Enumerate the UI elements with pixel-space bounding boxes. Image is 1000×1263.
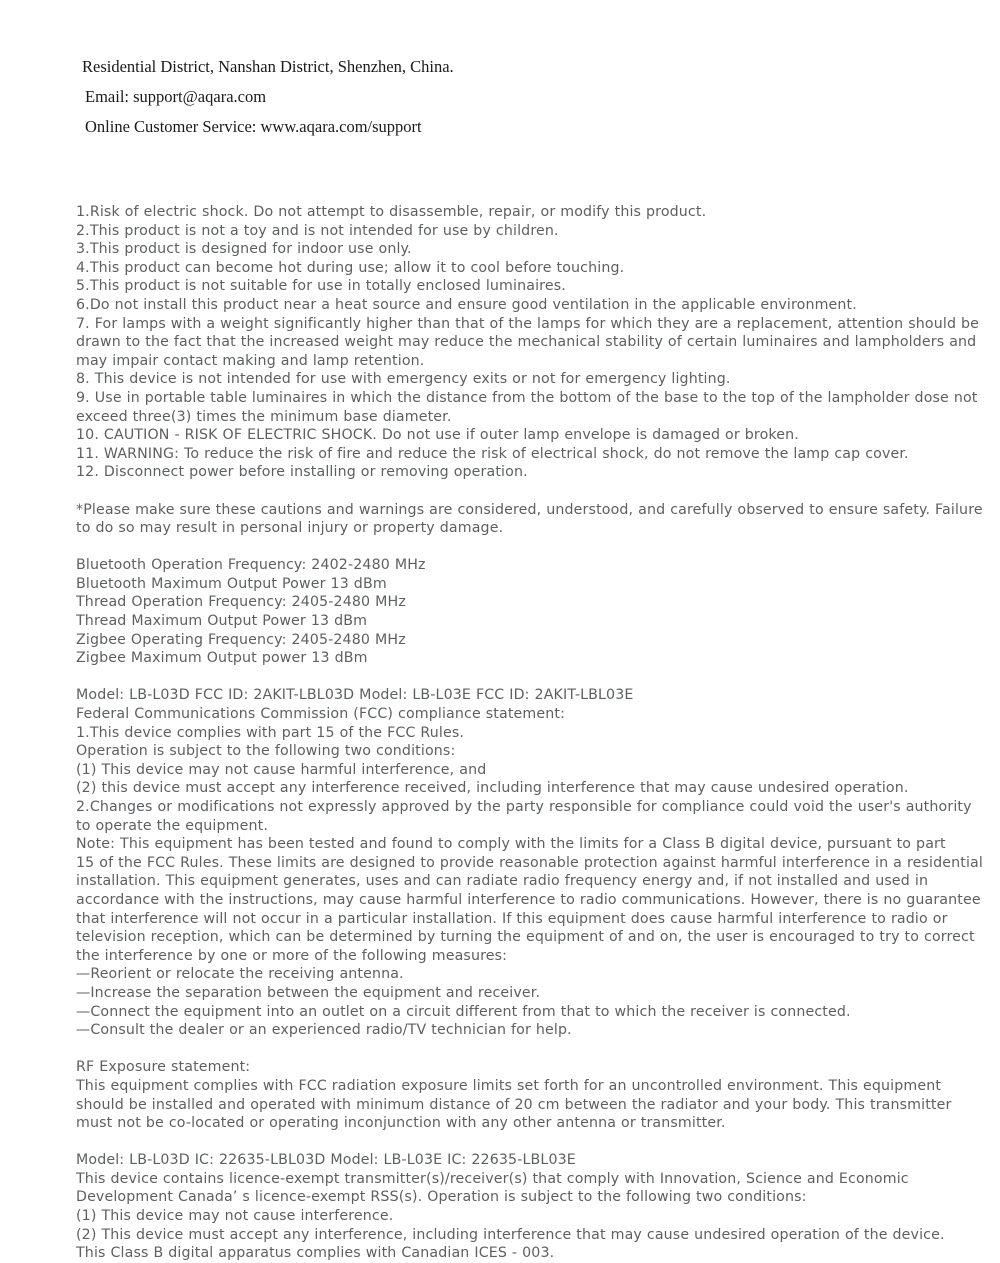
fcc-model-id-line: Model: LB-L03D FCC ID: 2AKIT-LBL03D Model: LB-L03E FCC ID: 2AKIT-LBL03E: [76, 687, 634, 704]
spec-zigbee-frequency: Zigbee Operating Frequency: 2405-2480 MHz: [76, 631, 406, 648]
fcc-item-1: 1.This device complies with part 15 of the FCC Rules.: [76, 724, 465, 741]
spacer: [76, 1133, 988, 1152]
safety-item-10: 10. CAUTION - RISK OF ELECTRIC SHOCK. Do not use if outer lamp envelope is damaged or broken.: [76, 427, 799, 444]
rf-exposure-body: This equipment complies with FCC radiation exposure limits set forth for an uncontrolled environment. This equipment should be installed and operated with minimum distance of 20 cm between the radiator and your body. This transmitter must not be co-located or operating inconjunction with any other antenna or transmitter.: [76, 1077, 952, 1132]
safety-item-4: 4.This product can become hot during use; allow it to cool before touching.: [76, 259, 625, 276]
fcc-note-part-2: 15 of the FCC Rules. These limits are designed to provide reasonable protection against harmful interference in a residential installation. This equipment generates, uses and can radiate radio frequency energy and, if not installed and used in accordance with the instructions, may cause harmful interference to radio communications. However, there is no guarantee that interference will not occur in a particular installation. If this equipment does cause harmful interference to radio or television reception, which can be determined by turning the equipment of and on, the user is encouraged to try to correct the interference by one or more of the following measures:: [76, 854, 983, 964]
spacer: [76, 1040, 988, 1059]
ic-ices-statement: This Class B digital apparatus complies with Canadian ICES - 003.: [76, 1245, 555, 1262]
fcc-measure-4: —Consult the dealer or an experienced radio/TV technician for help.: [76, 1022, 572, 1039]
safety-item-12: 12. Disconnect power before installing or removing operation.: [76, 464, 528, 481]
safety-item-7: 7. For lamps with a weight significantly higher than that of the lamps for which they are a replacement, attention should be drawn to the fact that the increased weight may reduce the mechanical stability of certain luminaires and lampholders and may impair contact making and lamp retention.: [76, 315, 980, 369]
fcc-item-2: 2.Changes or modifications not expressly approved by the party responsible for compliance could void the user's authority to operate the equipment.: [76, 799, 972, 834]
safety-item-1: 1.Risk of electric shock. Do not attempt to disassemble, repair, or modify this product.: [76, 204, 707, 220]
spec-thread-power: Thread Maximum Output Power 13 dBm: [76, 613, 368, 630]
spec-thread-frequency: Thread Operation Frequency: 2405-2480 MHz: [76, 594, 406, 611]
fcc-note-part-1: Note: This equipment has been tested and found to comply with the limits for a Class B digital device, pursuant to part: [76, 836, 946, 853]
safety-item-8: 8. This device is not intended for use with emergency exits or not for emergency lighting.: [76, 371, 731, 388]
rf-exposure-heading: RF Exposure statement:: [76, 1059, 251, 1076]
safety-item-5: 5.This product is not suitable for use in totally enclosed luminaires.: [76, 278, 566, 295]
support-website: Online Customer Service: www.aqara.com/support: [85, 117, 422, 136]
contact-header: [82, 52, 962, 142]
fcc-measure-2: —Increase the separation between the equipment and receiver.: [76, 984, 541, 1001]
support-email: Email: support@aqara.com: [85, 87, 267, 106]
fcc-measure-3: —Connect the equipment into an outlet on a circuit different from that to which the receiver is connected.: [76, 1003, 851, 1020]
company-address: Residential District, Nanshan District, Shenzhen, China.: [82, 57, 454, 76]
fcc-heading: Federal Communications Commission (FCC) compliance statement:: [76, 706, 565, 723]
ic-model-id-line: Model: LB-L03D IC: 22635-LBL03D Model: LB-L03E IC: 22635-LBL03E: [76, 1152, 576, 1169]
spec-zigbee-power: Zigbee Maximum Output power 13 dBm: [76, 650, 368, 667]
spec-bluetooth-power: Bluetooth Maximum Output Power 13 dBm: [76, 575, 387, 592]
spacer: [76, 668, 988, 687]
fcc-conditions-intro: Operation is subject to the following two conditions:: [76, 743, 456, 760]
safety-item-6: 6.Do not install this product near a heat source and ensure good ventilation in the applicable environment.: [76, 296, 857, 313]
safety-item-3: 3.This product is designed for indoor use only.: [76, 241, 412, 258]
ic-condition-1: (1) This device may not cause interference.: [76, 1208, 394, 1225]
ic-condition-2: (2) This device must accept any interference, including interference that may cause undesired operation of the device.: [76, 1226, 945, 1243]
fcc-condition-2: (2) this device must accept any interference received, including interference that may cause undesired operation.: [76, 780, 909, 797]
ic-body: This device contains licence-exempt transmitter(s)/receiver(s) that comply with Innovation, Science and Economic Development Canada’ s licence-exempt RSS(s). Operation is subject to the following two conditions:: [76, 1170, 909, 1206]
safety-note: *Please make sure these cautions and warnings are considered, understood, and carefully observed to ensure safety. Failure to do so may result in personal injury or property damage.: [76, 501, 983, 537]
safety-item-9: 9. Use in portable table luminaires in which the distance from the bottom of the base to the top of the lampholder dose not exceed three(3) times the minimum base diameter.: [76, 389, 978, 425]
spacer: [76, 538, 988, 557]
fcc-condition-1: (1) This device may not cause harmful interference, and: [76, 761, 487, 778]
safety-item-11: 11. WARNING: To reduce the risk of fire and reduce the risk of electrical shock, do not remove the lamp cap cover.: [76, 445, 909, 462]
fcc-measure-1: —Reorient or relocate the receiving antenna.: [76, 966, 404, 983]
spec-bluetooth-frequency: Bluetooth Operation Frequency: 2402-2480 MHz: [76, 557, 426, 574]
document-body: [76, 203, 988, 1263]
spacer: [76, 482, 988, 501]
safety-item-2: 2.This product is not a toy and is not intended for use by children.: [76, 222, 559, 239]
